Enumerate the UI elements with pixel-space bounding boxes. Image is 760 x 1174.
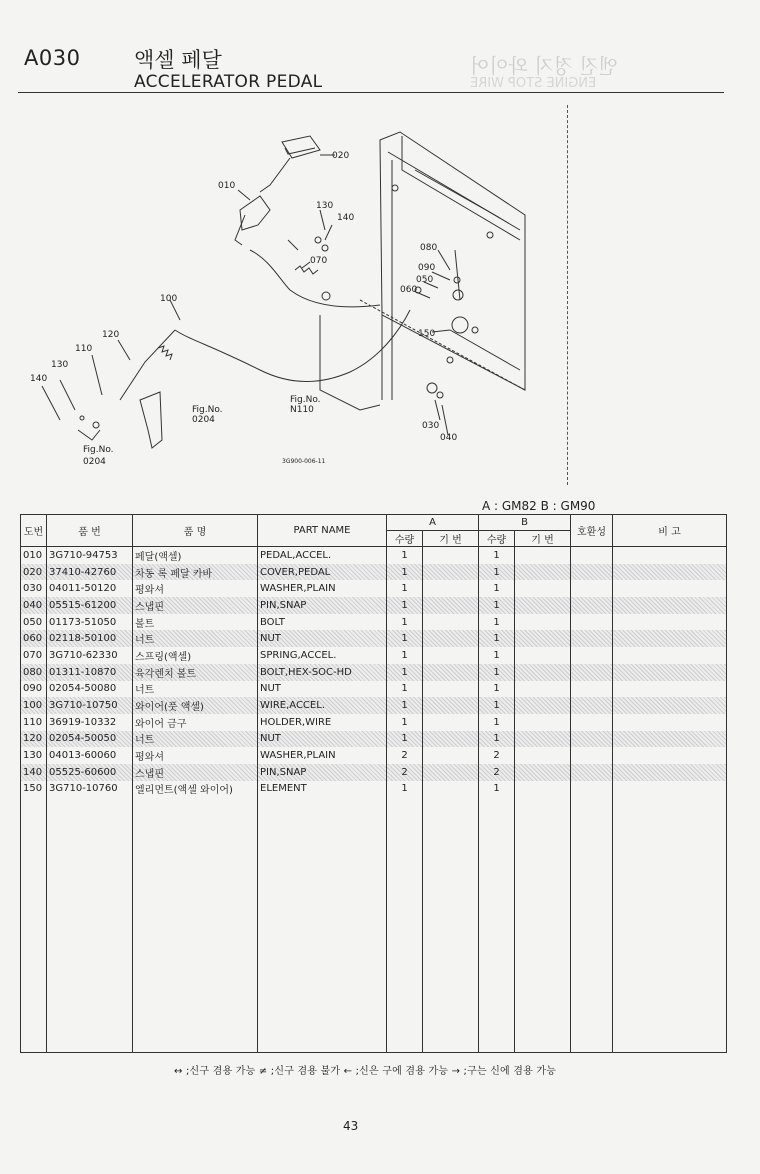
- diagram-callout: 080: [420, 243, 438, 253]
- diagram-callout: 100: [160, 294, 178, 304]
- table-row: [21, 580, 727, 597]
- page-number: 43: [343, 1119, 359, 1133]
- fig-ref-right-2: N110: [290, 405, 314, 415]
- cell-qty-a: 1: [387, 580, 423, 597]
- cell-part-name: WIRE,ACCEL.: [258, 697, 387, 714]
- model-legend: A : GM82 B : GM90: [482, 499, 596, 513]
- cell-name-ko: 스프링(액셀): [133, 647, 258, 664]
- col-model-no-b: 기 번: [515, 531, 571, 547]
- fig-ref-left-1: Fig.No.: [83, 445, 114, 455]
- col-interchange: 호환성: [571, 515, 613, 547]
- cell-remarks: [613, 614, 727, 631]
- cell-part-no: 3G710-10760: [47, 781, 133, 798]
- col-qty-a: 수량: [387, 531, 423, 547]
- cell-name-ko: 볼트: [133, 614, 258, 631]
- col-model-no-a: 기 번: [423, 531, 479, 547]
- cell-part-name: COVER,PEDAL: [258, 564, 387, 581]
- cell-interchange: [571, 647, 613, 664]
- cell-model-no-b: [515, 630, 571, 647]
- cell-model-no-a: [423, 597, 479, 614]
- table-row: [21, 664, 727, 681]
- cell-model-no-a: [423, 630, 479, 647]
- cell-model-no-b: [515, 731, 571, 748]
- cell-qty-a: 1: [387, 564, 423, 581]
- cell-model-no-a: [423, 697, 479, 714]
- cell-model-no-a: [423, 747, 479, 764]
- cell-remarks: [613, 714, 727, 731]
- cell-part-name: BOLT: [258, 614, 387, 631]
- diagram-callout: 070: [310, 256, 328, 266]
- col-name-ko: 품 명: [133, 515, 258, 547]
- cell-name-ko: 평와셔: [133, 747, 258, 764]
- cell-remarks: [613, 630, 727, 647]
- cell-qty-b: 2: [479, 747, 515, 764]
- parts-table: [20, 514, 727, 1053]
- cell-part-name: WASHER,PLAIN: [258, 747, 387, 764]
- cell-ref: 060: [21, 630, 47, 647]
- diagram-callout: 140: [30, 374, 48, 384]
- cell-ref: 100: [21, 697, 47, 714]
- cell-ref: 110: [21, 714, 47, 731]
- table-row: [21, 764, 727, 781]
- cell-qty-b: 1: [479, 630, 515, 647]
- col-remarks: 비 고: [613, 515, 727, 547]
- diagram-callout: 110: [75, 344, 93, 354]
- cell-model-no-b: [515, 747, 571, 764]
- table-row: [21, 781, 727, 798]
- cell-qty-a: 1: [387, 714, 423, 731]
- cell-part-no: 04013-60060: [47, 747, 133, 764]
- cell-remarks: [613, 580, 727, 597]
- cell-part-no: 01311-10870: [47, 664, 133, 681]
- cell-remarks: [613, 597, 727, 614]
- cell-ref: 050: [21, 614, 47, 631]
- cell-name-ko: 차동 록 페달 카바: [133, 564, 258, 581]
- diagram-callout: 060: [400, 285, 418, 295]
- cell-qty-b: 2: [479, 764, 515, 781]
- table-row: [21, 547, 727, 564]
- cell-part-no: 05525-60600: [47, 764, 133, 781]
- cell-part-no: 02118-50100: [47, 630, 133, 647]
- diagram-callout: 010: [218, 181, 236, 191]
- table-row: [21, 714, 727, 731]
- cell-qty-b: 1: [479, 597, 515, 614]
- cell-interchange: [571, 714, 613, 731]
- cell-interchange: [571, 681, 613, 698]
- cell-name-ko: 와이어 금구: [133, 714, 258, 731]
- cell-remarks: [613, 564, 727, 581]
- cell-part-no: 01173-51050: [47, 614, 133, 631]
- cell-model-no-a: [423, 664, 479, 681]
- cell-qty-a: 1: [387, 647, 423, 664]
- cell-ref: 080: [21, 664, 47, 681]
- table-row: [21, 647, 727, 664]
- cell-qty-b: 1: [479, 647, 515, 664]
- cell-qty-a: 2: [387, 764, 423, 781]
- cell-remarks: [613, 547, 727, 564]
- cell-interchange: [571, 547, 613, 564]
- cell-name-ko: 페달(액셀): [133, 547, 258, 564]
- cell-interchange: [571, 731, 613, 748]
- col-qty-b: 수량: [479, 531, 515, 547]
- cell-interchange: [571, 597, 613, 614]
- fig-ref-mid-2: 0204: [192, 415, 215, 425]
- cell-remarks: [613, 764, 727, 781]
- cell-interchange: [571, 630, 613, 647]
- fig-ref-mid-1: Fig.No.: [192, 405, 223, 415]
- cell-ref: 130: [21, 747, 47, 764]
- table-row: [21, 747, 727, 764]
- cell-ref: 150: [21, 781, 47, 798]
- cell-part-name: WASHER,PLAIN: [258, 580, 387, 597]
- cell-qty-a: 1: [387, 597, 423, 614]
- cell-name-ko: 엘리먼트(액셀 와이어): [133, 781, 258, 798]
- cell-model-no-a: [423, 647, 479, 664]
- cell-remarks: [613, 747, 727, 764]
- page-divider-dashed: [567, 105, 568, 485]
- bleed-through-subtitle: ENGINE STOP WIRE: [470, 76, 597, 91]
- cell-model-no-b: [515, 647, 571, 664]
- diagram-callout: 130: [316, 201, 334, 211]
- cell-ref: 010: [21, 547, 47, 564]
- diagram-callout: 150: [418, 329, 436, 339]
- page-title-korean: 액셀 페달: [134, 48, 222, 72]
- cell-model-no-a: [423, 580, 479, 597]
- cell-qty-b: 1: [479, 781, 515, 798]
- table-row: [21, 731, 727, 748]
- cell-part-name: ELEMENT: [258, 781, 387, 798]
- cell-ref: 070: [21, 647, 47, 664]
- cell-remarks: [613, 647, 727, 664]
- cell-remarks: [613, 681, 727, 698]
- cell-name-ko: 육각렌치 볼트: [133, 664, 258, 681]
- cell-part-no: 3G710-62330: [47, 647, 133, 664]
- cell-part-name: NUT: [258, 731, 387, 748]
- cell-qty-a: 2: [387, 747, 423, 764]
- cell-name-ko: 스냅핀: [133, 764, 258, 781]
- cell-model-no-b: [515, 764, 571, 781]
- cell-qty-a: 1: [387, 547, 423, 564]
- diagram-callout: 050: [416, 275, 434, 285]
- cell-model-no-b: [515, 781, 571, 798]
- cell-model-no-b: [515, 681, 571, 698]
- cell-qty-a: 1: [387, 731, 423, 748]
- cell-qty-b: 1: [479, 547, 515, 564]
- col-part-name: PART NAME: [258, 515, 387, 547]
- table-row: [21, 614, 727, 631]
- cell-model-no-a: [423, 614, 479, 631]
- cell-name-ko: 평와셔: [133, 580, 258, 597]
- cell-qty-a: 1: [387, 614, 423, 631]
- cell-model-no-a: [423, 764, 479, 781]
- diagram-callout: 140: [337, 213, 355, 223]
- cell-model-no-a: [423, 564, 479, 581]
- cell-part-name: PEDAL,ACCEL.: [258, 547, 387, 564]
- table-header-row: [21, 515, 727, 531]
- cell-ref: 120: [21, 731, 47, 748]
- drawing-number: 3G900-006-11: [282, 458, 326, 465]
- cell-model-no-a: [423, 714, 479, 731]
- page-title-english: ACCELERATOR PEDAL: [134, 72, 323, 92]
- cell-qty-b: 1: [479, 714, 515, 731]
- cell-model-no-b: [515, 547, 571, 564]
- cell-remarks: [613, 664, 727, 681]
- cell-part-no: 05515-61200: [47, 597, 133, 614]
- cell-qty-b: 1: [479, 697, 515, 714]
- cell-model-no-b: [515, 580, 571, 597]
- cell-qty-a: 1: [387, 664, 423, 681]
- diagram-callout: 030: [422, 421, 440, 431]
- cell-ref: 030: [21, 580, 47, 597]
- cell-interchange: [571, 781, 613, 798]
- cell-qty-b: 1: [479, 614, 515, 631]
- cell-qty-a: 1: [387, 697, 423, 714]
- cell-interchange: [571, 697, 613, 714]
- cell-qty-b: 1: [479, 664, 515, 681]
- cell-qty-b: 1: [479, 564, 515, 581]
- cell-model-no-b: [515, 697, 571, 714]
- cell-qty-b: 1: [479, 580, 515, 597]
- parts-table-body: [21, 547, 727, 1053]
- cell-part-no: 02054-50080: [47, 681, 133, 698]
- cell-part-name: SPRING,ACCEL.: [258, 647, 387, 664]
- cell-interchange: [571, 614, 613, 631]
- cell-name-ko: 너트: [133, 630, 258, 647]
- cell-model-no-b: [515, 714, 571, 731]
- section-code: A030: [24, 46, 81, 70]
- cell-part-name: NUT: [258, 681, 387, 698]
- table-empty-space: [21, 797, 727, 1053]
- cell-interchange: [571, 764, 613, 781]
- cell-part-no: 02054-50050: [47, 731, 133, 748]
- cell-part-no: 36919-10332: [47, 714, 133, 731]
- cell-part-name: BOLT,HEX-SOC-HD: [258, 664, 387, 681]
- cell-remarks: [613, 731, 727, 748]
- interchangeability-legend: ↔ ;신구 겸용 가능 ≠ ;신구 겸용 불가 ← ;신은 구에 겸용 가능 → ;구는 신에 겸용 가능: [174, 1066, 557, 1077]
- col-group-a: A: [387, 515, 479, 531]
- cell-name-ko: 너트: [133, 681, 258, 698]
- cell-interchange: [571, 564, 613, 581]
- table-row: [21, 564, 727, 581]
- cell-qty-b: 1: [479, 731, 515, 748]
- cell-model-no-a: [423, 547, 479, 564]
- cell-model-no-a: [423, 781, 479, 798]
- diagram-callout: 090: [418, 263, 436, 273]
- cell-model-no-b: [515, 597, 571, 614]
- cell-interchange: [571, 580, 613, 597]
- table-row: [21, 630, 727, 647]
- cell-interchange: [571, 664, 613, 681]
- fig-ref-left-2: 0204: [83, 457, 106, 467]
- col-ref: 도번: [21, 515, 47, 547]
- table-row: [21, 597, 727, 614]
- fig-ref-right-1: Fig.No.: [290, 395, 321, 405]
- col-group-b: B: [479, 515, 571, 531]
- cell-model-no-a: [423, 731, 479, 748]
- cell-name-ko: 스냅핀: [133, 597, 258, 614]
- cell-ref: 090: [21, 681, 47, 698]
- cell-part-no: 04011-50120: [47, 580, 133, 597]
- bleed-through-title: 엔진 정지 와이어: [470, 54, 618, 78]
- diagram-callout: 120: [102, 330, 120, 340]
- cell-interchange: [571, 747, 613, 764]
- cell-model-no-b: [515, 614, 571, 631]
- cell-name-ko: 와이어(풋 액셀): [133, 697, 258, 714]
- cell-model-no-a: [423, 681, 479, 698]
- cell-qty-a: 1: [387, 630, 423, 647]
- col-part-no: 품 번: [47, 515, 133, 547]
- cell-qty-b: 1: [479, 681, 515, 698]
- cell-part-no: 3G710-94753: [47, 547, 133, 564]
- cell-part-name: NUT: [258, 630, 387, 647]
- cell-name-ko: 너트: [133, 731, 258, 748]
- cell-ref: 140: [21, 764, 47, 781]
- cell-part-no: 37410-42760: [47, 564, 133, 581]
- cell-ref: 040: [21, 597, 47, 614]
- cell-qty-a: 1: [387, 781, 423, 798]
- diagram-callout: 020: [332, 151, 350, 161]
- cell-part-name: PIN,SNAP: [258, 764, 387, 781]
- table-row: [21, 697, 727, 714]
- cell-remarks: [613, 781, 727, 798]
- table-row: [21, 681, 727, 698]
- cell-part-no: 3G710-10750: [47, 697, 133, 714]
- cell-remarks: [613, 697, 727, 714]
- exploded-parts-diagram: [20, 100, 560, 480]
- cell-model-no-b: [515, 664, 571, 681]
- diagram-callout: 130: [51, 360, 69, 370]
- diagram-callout: 040: [440, 433, 458, 443]
- cell-ref: 020: [21, 564, 47, 581]
- cell-part-name: HOLDER,WIRE: [258, 714, 387, 731]
- cell-part-name: PIN,SNAP: [258, 597, 387, 614]
- cell-qty-a: 1: [387, 681, 423, 698]
- cell-model-no-b: [515, 564, 571, 581]
- title-underline: [18, 92, 724, 93]
